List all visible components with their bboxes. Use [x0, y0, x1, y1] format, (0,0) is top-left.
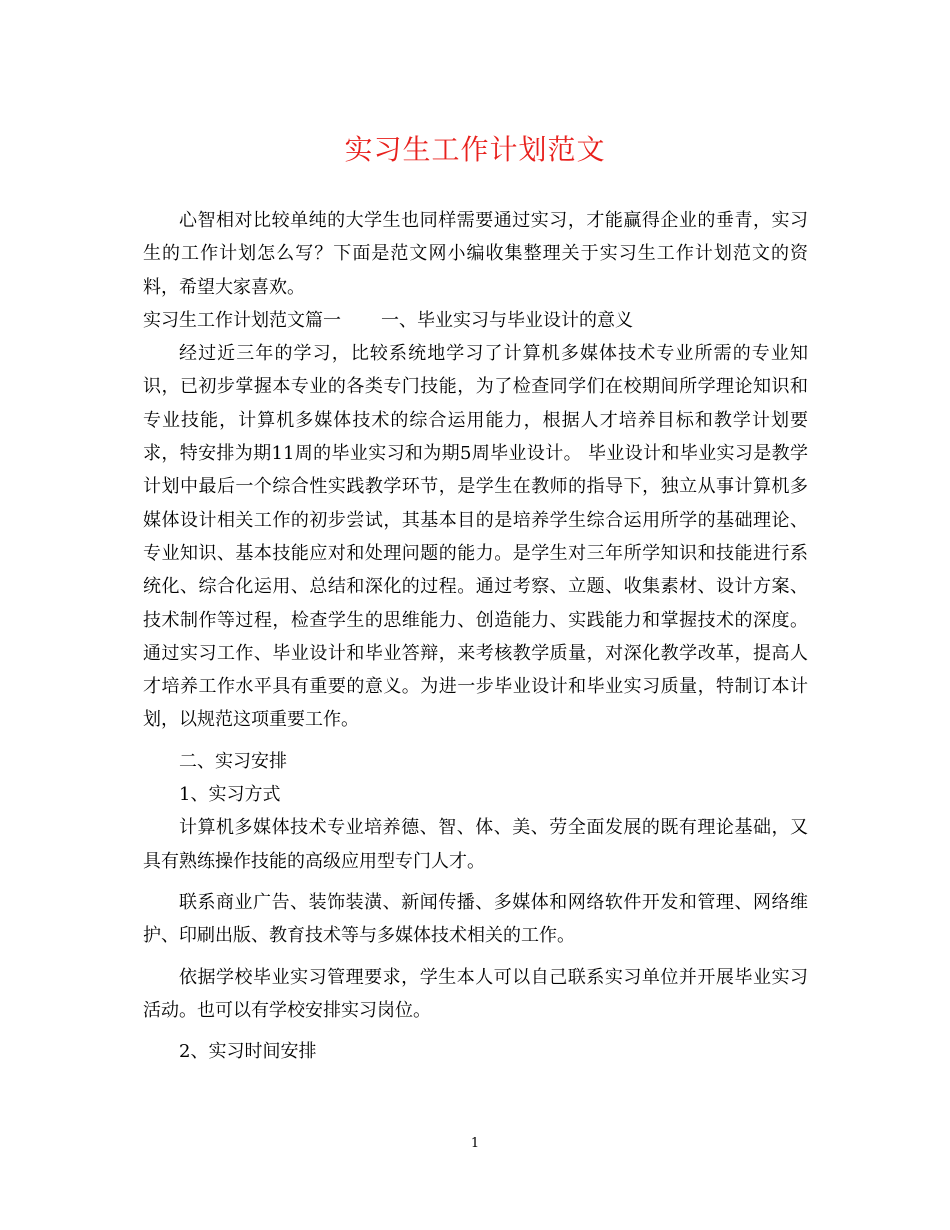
heading-practice-mode: 1、实习方式: [179, 784, 281, 806]
intro-paragraph: 心智相对比较单纯的大学生也同样需要通过实习，才能赢得企业的垂青，实习生的工作计划怎么写？下面是范文网小编收集整理关于实习生工作计划范文的资料，希望大家喜欢。: [143, 210, 808, 298]
section-heading: 一、毕业实习与毕业设计的意义: [381, 309, 633, 331]
document-title: 实习生工作计划范文: [344, 133, 606, 166]
section-line: [143, 304, 808, 337]
body-paragraph-2: 计算机多媒体技术专业培养德、智、体、美、劳全面发展的既有理论基础，又具有熟练操作技能的高级应用型专门人才。: [143, 817, 808, 872]
page-number: 1: [470, 1136, 480, 1151]
document-body: [143, 204, 808, 1068]
body-paragraph-4: 依据学校毕业实习管理要求，学生本人可以自己联系实习单位并开展毕业实习活动。也可以有学校安排实习岗位。: [143, 966, 808, 1021]
body-paragraph-3: 联系商业广告、装饰装潢、新闻传播、多媒体和网络软件开发和管理、网络维护、印刷出版、教育技术等与多媒体技术相关的工作。: [143, 891, 808, 947]
body-paragraph-1: 经过近三年的学习，比较系统地学习了计算机多媒体技术专业所需的专业知识，已初步掌握本专业的各类专门技能，为了检查同学们在校期间所学理论知识和专业技能，计算机多媒体技术的综合运用能力，根据人才培养目标和教学计划要求，特安排为期11周的毕业实习和为期5周毕业设计。 毕业设计和毕业实习是教学计划中最后一个综合性实践教学环节，是学生在教师的指导下，独立从事计算机多媒体设计相关工作的初步尝试，其基本目的是培养学生综合运用所学的基础理论、专业知识、基本技能应对和处理问题的能力。是学生对三年所学知识和技能进行系统化、综合化运用、总结和深化的过程。通过考察、立题、收集素材、设计方案、技术制作等过程，检查学生的思维能力、创造能力、实践能力和掌握技术的深度。通过实习工作、毕业设计和毕业答辩，来考核教学质量，对深化教学改革，提高人才培养工作水平具有重要的意义。为进一步毕业设计和毕业实习质量，特制订本计划，以规范这项重要工作。: [143, 343, 808, 731]
heading-practice-arrangement: 二、实习安排: [179, 750, 287, 772]
section-label: 实习生工作计划范文篇一: [143, 309, 341, 331]
heading-practice-schedule: 2、实习时间安排: [179, 1041, 317, 1063]
